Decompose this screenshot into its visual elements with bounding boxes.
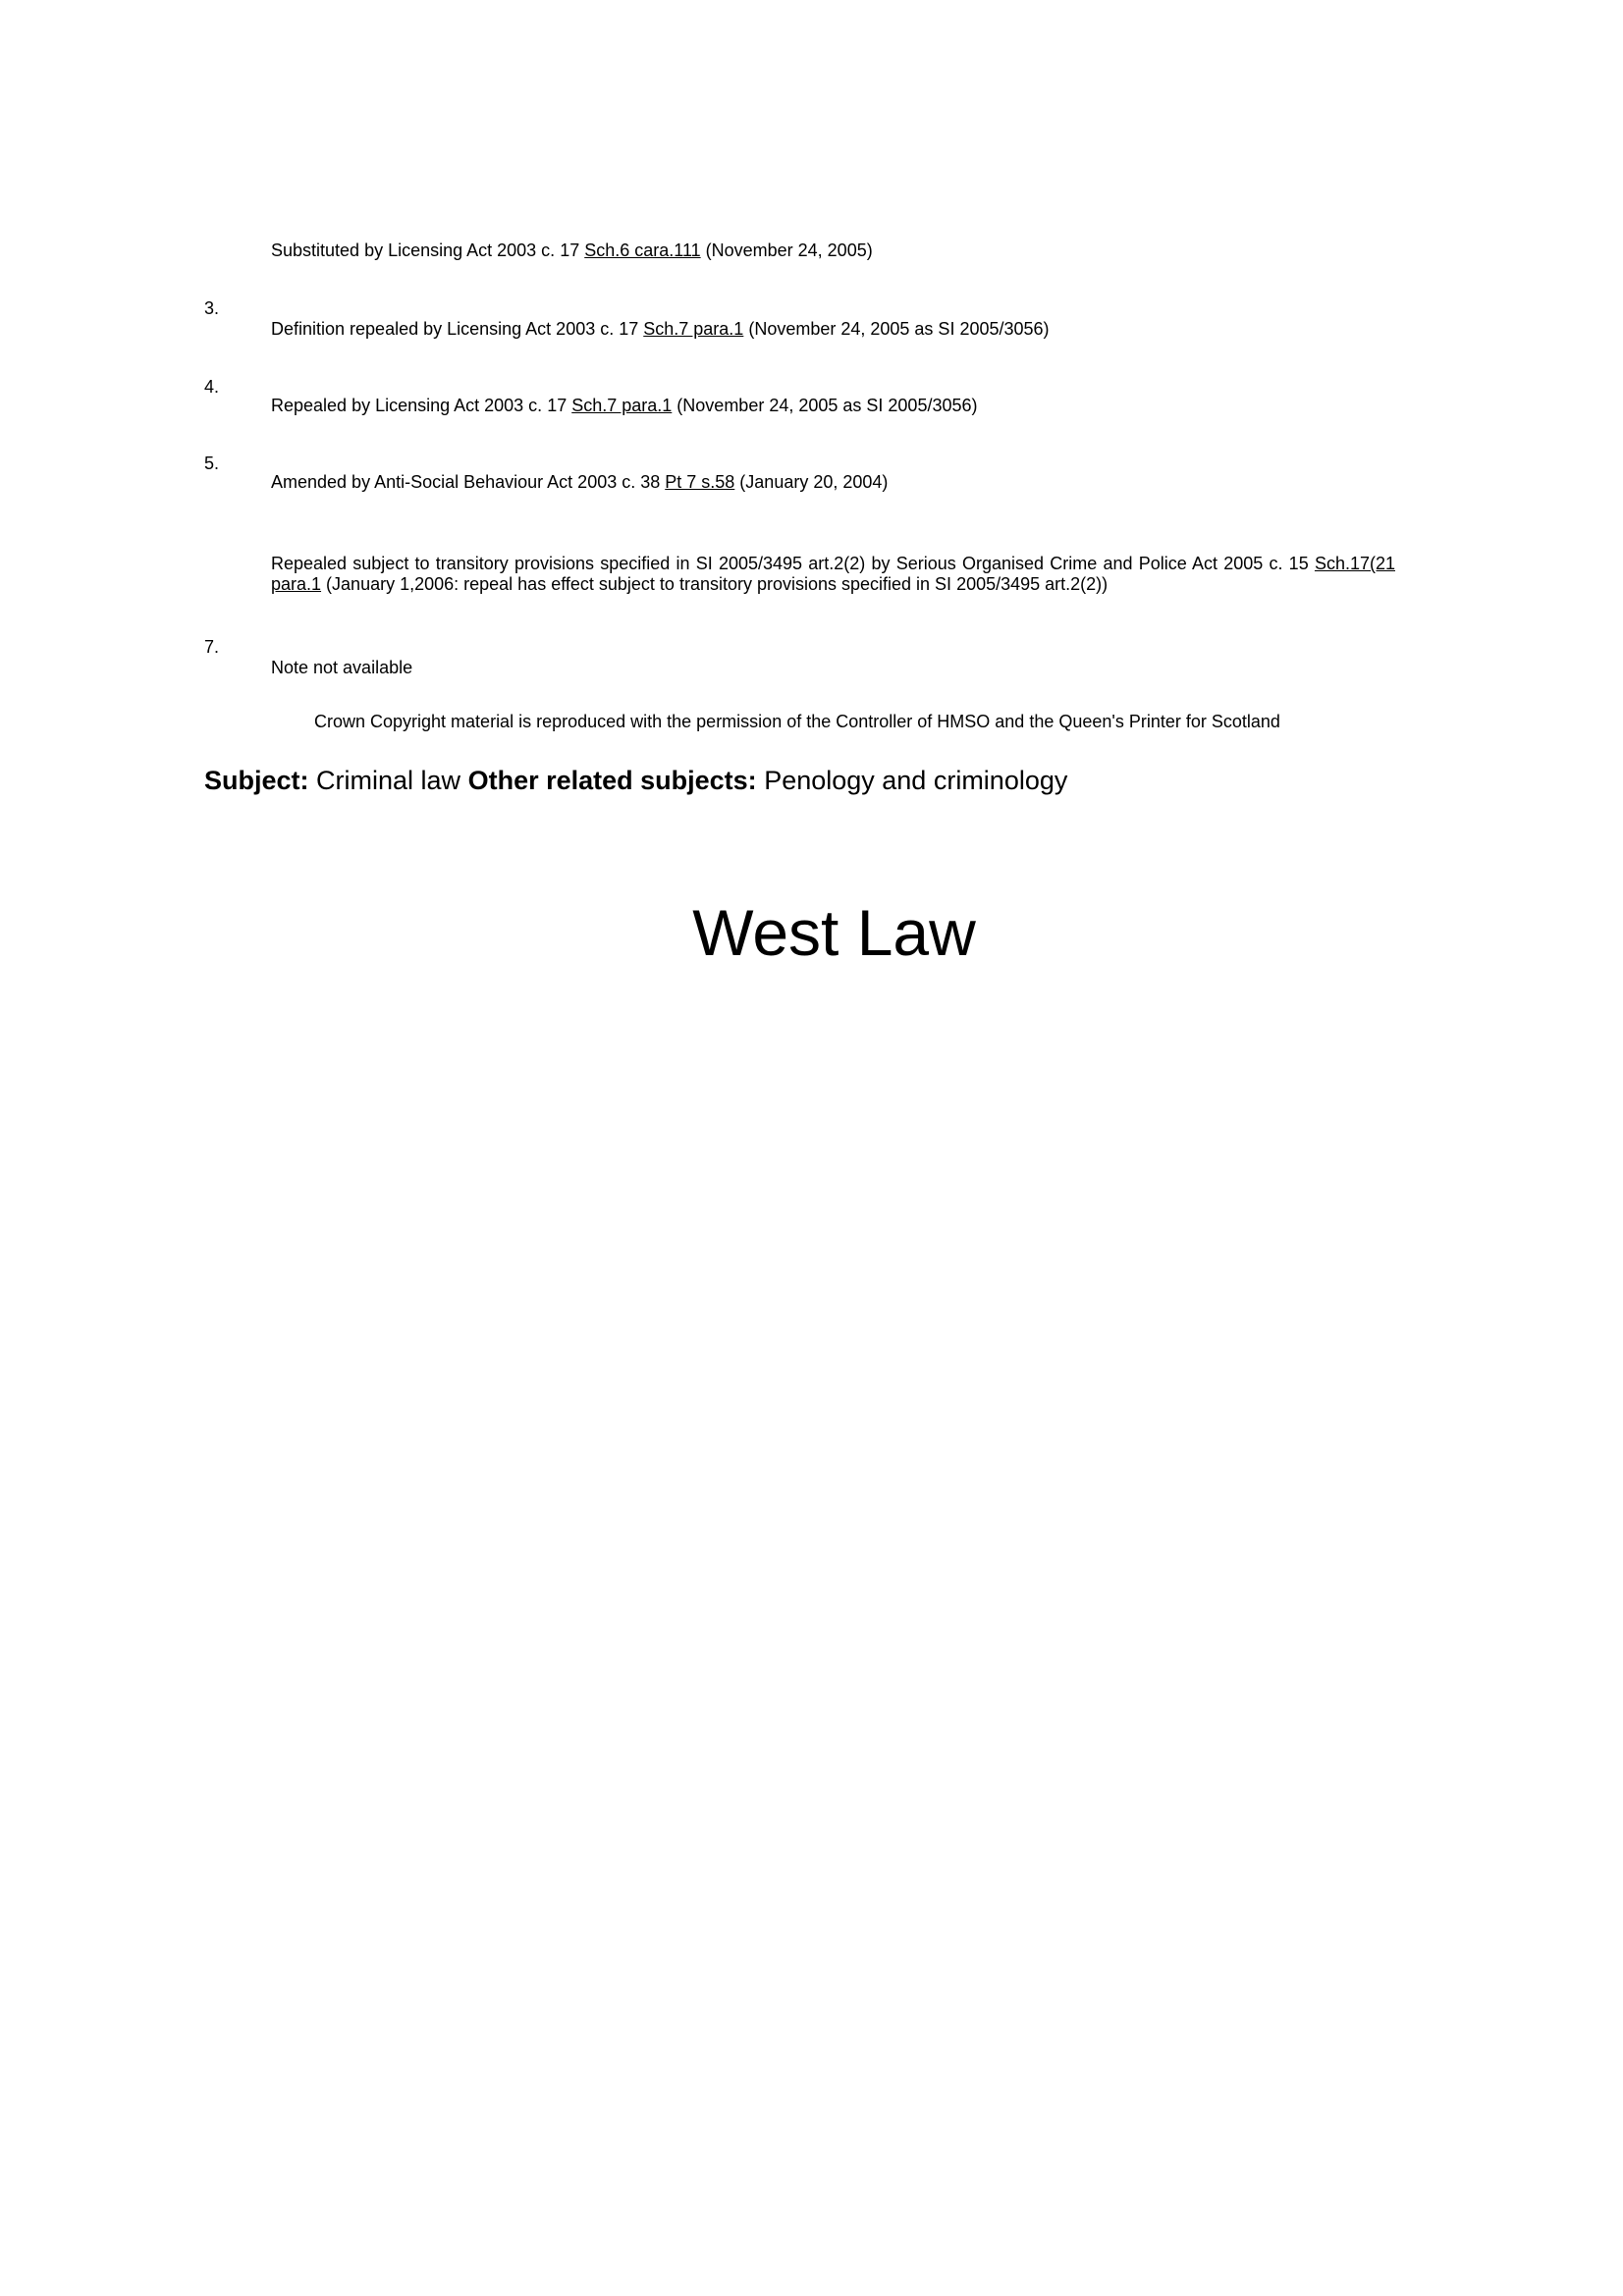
west-law-watermark: West Law xyxy=(692,896,976,969)
note-text: Amended by Anti-Social Behaviour Act 2003 c. 38 Pt 7 s.58 (January 20, 2004) xyxy=(271,472,889,492)
note-number: 4. xyxy=(204,377,220,397)
copyright-notice: Crown Copyright material is reproduced with the permission of the Controller of HMSO and the Queen's Printer for Scotland xyxy=(314,712,1280,731)
subject-value: Criminal law xyxy=(316,766,461,795)
citation-link[interactable]: Sch.7 para.1 xyxy=(643,319,744,339)
other-subjects-label: Other related subjects: xyxy=(467,766,757,795)
note-number: 5. xyxy=(204,454,220,473)
subject-line xyxy=(204,764,1067,797)
subject-label: Subject: xyxy=(204,766,309,795)
note-number: 7. xyxy=(204,637,220,657)
citation-link[interactable]: Pt 7 s.58 xyxy=(665,472,735,492)
note-text: Substituted by Licensing Act 2003 c. 17 Sch.6 cara.111 (November 24, 2005) xyxy=(271,240,873,260)
note-text: Repealed subject to transitory provisions specified in SI 2005/3495 art.2(2) by Serious Organised Crime and Police Act 2005 c. 15 Sch.17(21 para.1 (January 1,2006: repeal has effect subject to transitory provisions specified in SI 2005/3495 art.2(2)) xyxy=(271,554,1395,594)
citation-link[interactable]: Sch.7 para.1 xyxy=(571,396,673,415)
citation-link[interactable]: Sch.6 cara.111 xyxy=(584,240,701,260)
note-text: Repealed by Licensing Act 2003 c. 17 Sch.7 para.1 (November 24, 2005 as SI 2005/3056) xyxy=(271,396,978,415)
other-subjects-value: Penology and criminology xyxy=(764,766,1068,795)
note-number: 3. xyxy=(204,298,220,318)
note-text: Note not available xyxy=(271,658,413,677)
note-text: Definition repealed by Licensing Act 2003 c. 17 Sch.7 para.1 (November 24, 2005 as SI 2005/3056) xyxy=(271,319,1050,339)
citation-link[interactable]: Sch.17(21 para.1 xyxy=(271,554,1395,594)
